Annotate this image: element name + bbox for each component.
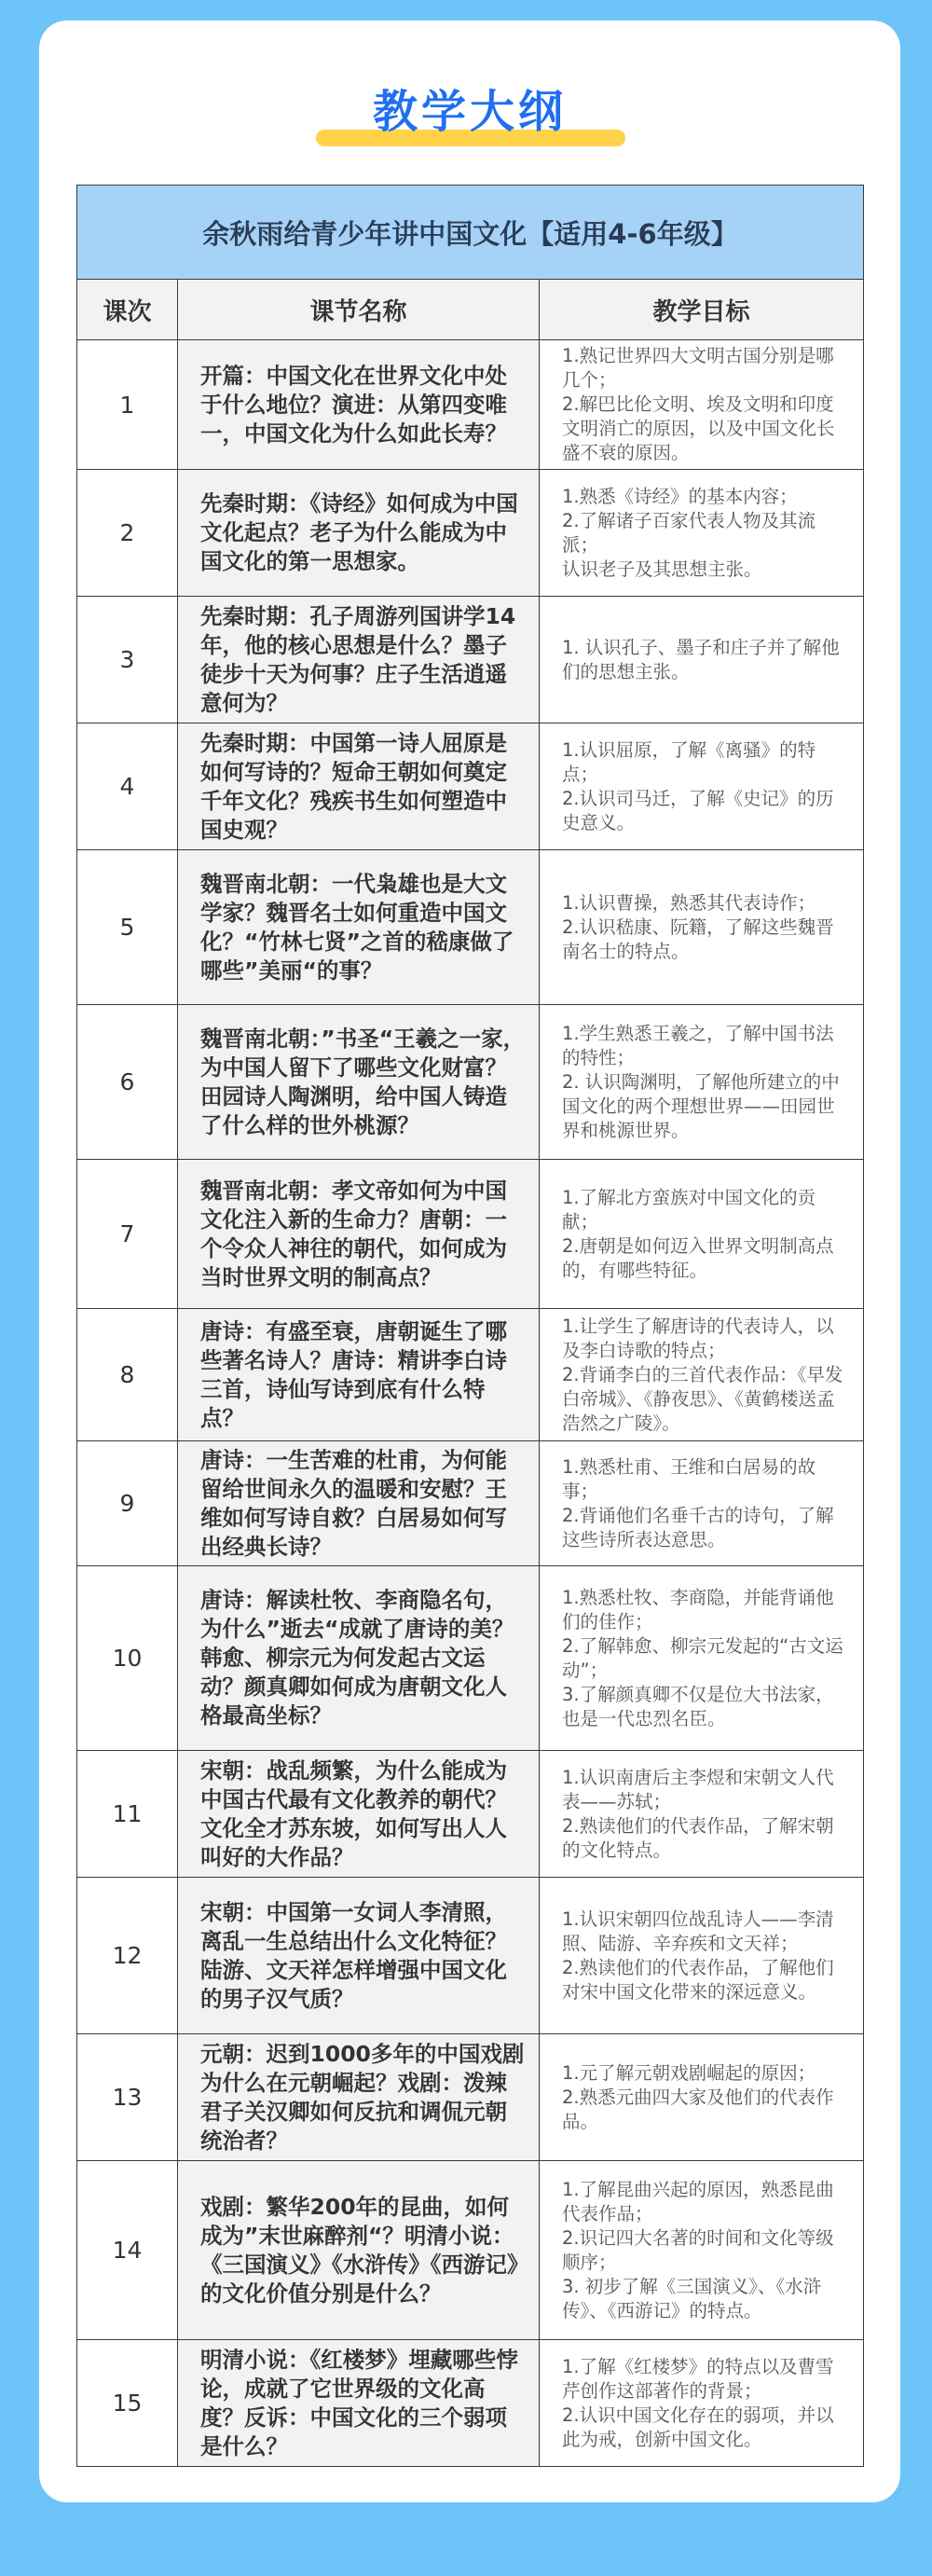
objective-line: 2.熟读他们的代表作品，了解他们对宋中国文化带来的深远意义。 bbox=[562, 1956, 834, 2003]
table-row bbox=[77, 1160, 864, 1309]
table-row bbox=[77, 340, 864, 470]
lesson-name: 明清小说：《红楼梦》埋藏哪些悖论，成就了它世界级的文化高度？反诉：中国文化的三个弱项是什么？ bbox=[178, 2340, 540, 2467]
objective-line: 1.熟悉杜牧、李商隐，并能背诵他们的佳作； bbox=[562, 1586, 834, 1632]
lesson-name: 宋朝：中国第一女词人李清照，离乱一生总结出什么文化特征？陆游、文天祥怎样增强中国文化的男子汉气质？ bbox=[178, 1878, 540, 2034]
lesson-objectives bbox=[540, 2340, 864, 2467]
lesson-name: 魏晋南北朝：孝文帝如何为中国文化注入新的生命力？唐朝：一个令众人神往的朝代，如何成为当时世界文明的制高点？ bbox=[178, 1160, 540, 1309]
objective-line: 1.认识宋朝四位战乱诗人——李清照、陆游、辛弃疾和文天祥； bbox=[562, 1908, 834, 1954]
objective-line: 2.背诵李白的三首代表作品：《早发白帝城》、《静夜思》、《黄鹤楼送孟浩然之广陵》。 bbox=[562, 1363, 843, 1434]
lesson-name: 宋朝：战乱频繁，为什么能成为中国古代最有文化教养的朝代？文化全才苏东坡，如何写出人人叫好的大作品？ bbox=[178, 1751, 540, 1878]
table-row bbox=[77, 2340, 864, 2467]
lesson-name: 戏剧：繁华200年的昆曲，如何成为”末世麻醉剂“？明清小说：《三国演义》《水浒传》《西游记》的文化价值分别是什么？ bbox=[178, 2161, 540, 2340]
objective-line: 1.让学生了解唐诗的代表诗人，以及李白诗歌的特点； bbox=[562, 1315, 834, 1361]
objective-line: 2.熟悉元曲四大家及他们的代表作品。 bbox=[562, 2086, 834, 2132]
table-row bbox=[77, 850, 864, 1005]
table-row bbox=[77, 1309, 864, 1441]
column-header-objectives: 教学目标 bbox=[540, 280, 864, 340]
table-row bbox=[77, 597, 864, 723]
objective-line: 1.了解北方蛮族对中国文化的贡献； bbox=[562, 1186, 816, 1233]
objective-line: 1.认识曹操，熟悉其代表诗作； bbox=[562, 891, 816, 914]
lesson-number: 13 bbox=[77, 2034, 178, 2161]
table-row bbox=[77, 2034, 864, 2161]
table-row bbox=[77, 723, 864, 850]
lesson-number: 11 bbox=[77, 1751, 178, 1878]
lesson-number: 9 bbox=[77, 1441, 178, 1566]
lesson-objectives bbox=[540, 2034, 864, 2161]
lesson-objectives bbox=[540, 1309, 864, 1441]
objective-line: 3.了解颜真卿不仅是位大书法家，也是一代忠烈名臣。 bbox=[562, 1683, 834, 1729]
syllabus-table bbox=[76, 185, 864, 2467]
table-row bbox=[77, 1751, 864, 1878]
objective-line: 1.熟记世界四大文明古国分别是哪几个； bbox=[562, 345, 834, 391]
lesson-objectives bbox=[540, 723, 864, 850]
table-row bbox=[77, 470, 864, 597]
lesson-number: 5 bbox=[77, 850, 178, 1005]
table-caption: 余秋雨给青少年讲中国文化【适用4-6年级】 bbox=[77, 186, 864, 280]
title-area bbox=[39, 78, 900, 162]
objective-line: 1.学生熟悉王羲之，了解中国书法的特性； bbox=[562, 1022, 834, 1068]
lesson-objectives bbox=[540, 850, 864, 1005]
table-header-row bbox=[77, 280, 864, 340]
objective-line: 2.识记四大名著的时间和文化等级顺序； bbox=[562, 2226, 834, 2273]
lesson-name: 元朝：迟到1000多年的中国戏剧为什么在元朝崛起？戏剧：泼辣君子关汉卿如何反抗和调侃元朝统治者？ bbox=[178, 2034, 540, 2161]
objective-line: 认识老子及其思想主张。 bbox=[562, 558, 762, 580]
content-card bbox=[39, 21, 900, 2502]
lesson-number: 7 bbox=[77, 1160, 178, 1309]
lesson-number: 8 bbox=[77, 1309, 178, 1441]
objective-line: 2.熟读他们的代表作品，了解宋朝的文化特点。 bbox=[562, 1814, 834, 1861]
table-row bbox=[77, 1566, 864, 1751]
lesson-objectives bbox=[540, 340, 864, 470]
objective-line: 1.了解《红楼梦》的特点以及曹雪芹创作这部著作的背景； bbox=[562, 2355, 834, 2402]
objective-line: 1.熟悉杜甫、王维和白居易的故事； bbox=[562, 1455, 816, 1502]
lesson-objectives bbox=[540, 2161, 864, 2340]
table-row bbox=[77, 1878, 864, 2034]
column-header-lesson-name: 课节名称 bbox=[178, 280, 540, 340]
lesson-name: 魏晋南北朝：”书圣“王羲之一家，为中国人留下了哪些文化财富？田园诗人陶渊明，给中国人铸造了什么样的世外桃源？ bbox=[178, 1005, 540, 1160]
objective-line: 1.了解昆曲兴起的原因，熟悉昆曲代表作品； bbox=[562, 2178, 834, 2225]
objective-line: 2.背诵他们名垂千古的诗句，了解这些诗所表达意思。 bbox=[562, 1504, 834, 1550]
lesson-objectives bbox=[540, 1751, 864, 1878]
lesson-number: 14 bbox=[77, 2161, 178, 2340]
lesson-name: 开篇：中国文化在世界文化中处于什么地位？演进：从第四变唯一，中国文化为什么如此长寿？ bbox=[178, 340, 540, 470]
lesson-number: 10 bbox=[77, 1566, 178, 1751]
objective-line: 2. 认识陶渊明，了解他所建立的中国文化的两个理想世界——田园世界和桃源世界。 bbox=[562, 1070, 840, 1141]
lesson-objectives bbox=[540, 1160, 864, 1309]
lesson-number: 15 bbox=[77, 2340, 178, 2467]
lesson-name: 先秦时期：孔子周游列国讲学14年，他的核心思想是什么？墨子徒步十天为何事？庄子生活逍遥意何为？ bbox=[178, 597, 540, 723]
lesson-name: 唐诗：解读杜牧、李商隐名句，为什么”逝去“成就了唐诗的美？韩愈、柳宗元为何发起古文运动？颜真卿如何成为唐朝文化人格最高坐标？ bbox=[178, 1566, 540, 1751]
lesson-objectives bbox=[540, 1005, 864, 1160]
table-row bbox=[77, 1005, 864, 1160]
lesson-name: 先秦时期：《诗经》如何成为中国文化起点？老子为什么能成为中国文化的第一思想家。 bbox=[178, 470, 540, 597]
objective-line: 1.认识南唐后主李煜和宋朝文人代表——苏轼； bbox=[562, 1766, 834, 1812]
objective-line: 3. 初步了解《三国演义》、《水浒传》、《西游记》的特点。 bbox=[562, 2275, 822, 2321]
objective-line: 2.唐朝是如何迈入世界文明制高点的，有哪些特征。 bbox=[562, 1234, 834, 1281]
lesson-name: 唐诗：一生苦难的杜甫，为何能留给世间永久的温暖和安慰？王维如何写诗自救？白居易如何写出经典长诗？ bbox=[178, 1441, 540, 1566]
objective-line: 1.元了解元朝戏剧崛起的原因； bbox=[562, 2061, 816, 2084]
objective-line: 1. 认识孔子、墨子和庄子并了解他们的思想主张。 bbox=[562, 636, 840, 682]
lesson-objectives bbox=[540, 1441, 864, 1566]
lesson-name: 先秦时期：中国第一诗人屈原是如何写诗的？短命王朝如何奠定千年文化？残疾书生如何塑造中国史观？ bbox=[178, 723, 540, 850]
lesson-number: 6 bbox=[77, 1005, 178, 1160]
lesson-objectives bbox=[540, 1878, 864, 2034]
lesson-name: 唐诗：有盛至衰，唐朝诞生了哪些著名诗人？唐诗：精讲李白诗三首，诗仙写诗到底有什么特点？ bbox=[178, 1309, 540, 1441]
lesson-objectives bbox=[540, 470, 864, 597]
lesson-number: 12 bbox=[77, 1878, 178, 2034]
lesson-objectives bbox=[540, 1566, 864, 1751]
objective-line: 2.认识嵇康、阮籍，了解这些魏晋南名士的特点。 bbox=[562, 916, 834, 962]
lesson-number: 3 bbox=[77, 597, 178, 723]
lesson-name: 魏晋南北朝：一代枭雄也是大文学家？魏晋名士如何重造中国文化？“竹林七贤”之首的嵇康做了哪些”美丽“的事？ bbox=[178, 850, 540, 1005]
objective-line: 1.熟悉《诗经》的基本内容； bbox=[562, 485, 798, 507]
objective-line: 2.认识司马迁，了解《史记》的历史意义。 bbox=[562, 787, 834, 833]
table-row bbox=[77, 1441, 864, 1566]
objective-line: 1.认识屈原，了解《离骚》的特点； bbox=[562, 738, 816, 785]
column-header-lesson: 课次 bbox=[77, 280, 178, 340]
objective-line: 2.解巴比伦文明、埃及文明和印度文明消亡的原因，以及中国文化长盛不衰的原因。 bbox=[562, 393, 835, 463]
lesson-objectives bbox=[540, 597, 864, 723]
lesson-number: 4 bbox=[77, 723, 178, 850]
objective-line: 2.认识中国文化存在的弱项，并以此为戒，创新中国文化。 bbox=[562, 2404, 834, 2450]
page-title: 教学大纲 bbox=[372, 86, 567, 138]
lesson-number: 1 bbox=[77, 340, 178, 470]
table-row bbox=[77, 2161, 864, 2340]
objective-line: 2.了解诸子百家代表人物及其流派； bbox=[562, 509, 816, 556]
objective-line: 2.了解韩愈、柳宗元发起的“古文运动”； bbox=[562, 1634, 843, 1681]
lesson-number: 2 bbox=[77, 470, 178, 597]
